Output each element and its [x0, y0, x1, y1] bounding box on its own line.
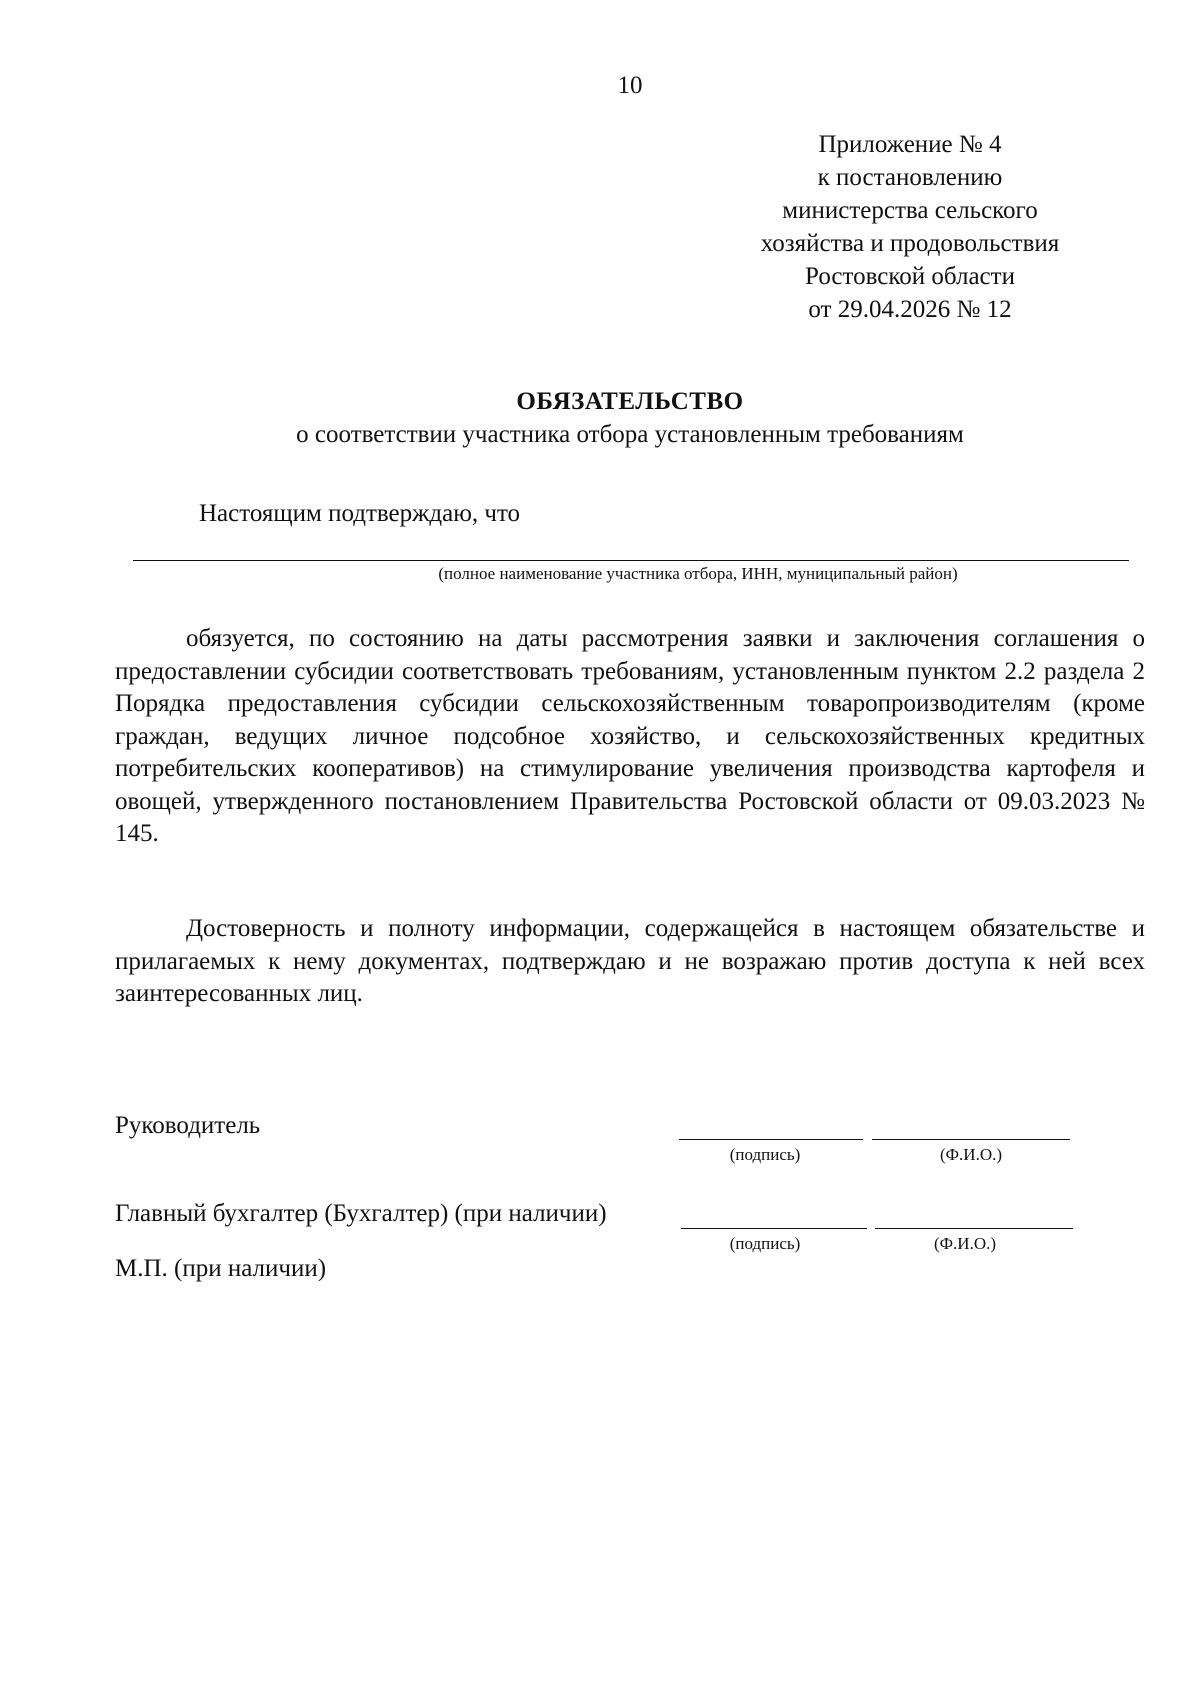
participant-name-line: [133, 560, 1129, 561]
head-signature-caption: (подпись): [729, 1145, 801, 1164]
appendix-line: Ростовской области: [805, 263, 1015, 290]
appendix-line: хозяйства и продовольствия: [760, 230, 1060, 257]
seal-label: М.П. (при наличии): [115, 1255, 327, 1282]
page-number: 10: [617, 72, 643, 99]
head-signature-line: [679, 1139, 863, 1140]
obligation-paragraph: обязуется, по состоянию на даты рассмотрения заявки и заключения соглашения о предоставлении субсидии соответствовать требованиям, установленным пунктом 2.2 раздела 2 Порядка предоставления субсидии сельскохозяйственным товаропроизводителям (кроме граждан, ведущих личное подсобное хозяйство, и сельскохозяйственных кредитных потребительских кооперативов) на стимулирование увеличения производства картофеля и овощей, утвержденного постановлением Правительства Ростовской области от 09.03.2023 № 145.: [115, 625, 1145, 847]
accountant-signature-caption: (подпись): [729, 1234, 801, 1253]
intro-text: Настоящим подтверждаю, что: [199, 500, 521, 527]
appendix-line: Приложение № 4: [818, 131, 1002, 158]
participant-name-caption: (полное наименование участника отбора, ИНН, муниципальный район): [438, 564, 958, 583]
head-label: Руководитель: [115, 1112, 261, 1139]
appendix-line: министерства сельского: [782, 197, 1038, 224]
accountant-name-line: [875, 1228, 1073, 1229]
head-name-line: [872, 1139, 1070, 1140]
head-name-caption: (Ф.И.О.): [939, 1145, 1003, 1164]
accountant-label: Главный бухгалтер (Бухгалтер) (при наличии): [115, 1200, 607, 1227]
accountant-name-caption: (Ф.И.О.): [933, 1234, 997, 1253]
accountant-signature-line: [681, 1228, 867, 1229]
appendix-block: [740, 128, 1080, 326]
reliability-paragraph: Достоверность и полноту информации, содержащейся в настоящем обязательстве и прилагаемых к нему документах, подтверждаю и не возражаю против доступа к ней всех заинтересованных лиц.: [115, 915, 1145, 1007]
document-subtitle: о соответствии участника отбора установленным требованиям: [296, 421, 964, 448]
document-title: ОБЯЗАТЕЛЬСТВО: [516, 388, 744, 415]
appendix-line: к постановлению: [817, 164, 1003, 191]
appendix-line: от 29.04.2026 № 12: [808, 296, 1012, 323]
